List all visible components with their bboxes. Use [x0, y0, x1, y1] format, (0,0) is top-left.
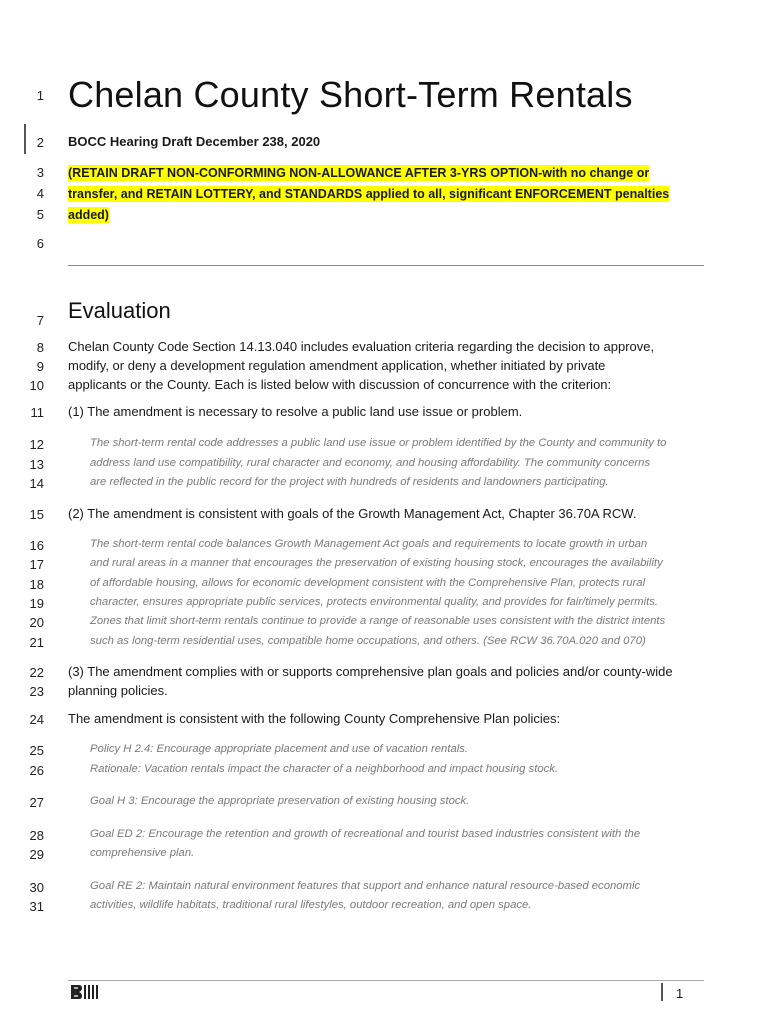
policy-line: Goal H 3: Encourage the appropriate preservation of existing housing stock.	[90, 795, 470, 807]
policy-line: Goal ED 2: Encourage the retention and growth of recreational and tourist based industries consistent with the	[90, 828, 641, 840]
line-number: 3	[36, 165, 44, 180]
line-number: 16	[29, 538, 44, 553]
line-number: 30	[29, 880, 44, 895]
policy-line: Goal RE 2: Maintain natural environment features that support and enhance natural resource-based economic	[90, 880, 641, 892]
line-number: 24	[29, 712, 44, 727]
line-number: 1	[36, 88, 44, 103]
policy-line: comprehensive plan.	[90, 847, 195, 859]
line-number: 31	[29, 899, 44, 914]
policy-line: activities, wildlife habitats, traditional rural lifestyles, outdoor recreation, and open space.	[90, 899, 532, 911]
paragraph-line: modify, or deny a development regulation amendment application, whether initiated by private	[68, 358, 606, 373]
highlight-line	[68, 206, 109, 224]
note-line: The short-term rental code addresses a public land use issue or problem identified by the County and community to	[90, 437, 667, 449]
criterion-3-cont: planning policies.	[68, 683, 168, 698]
document-subtitle: BOCC Hearing Draft December 238, 2020	[68, 134, 321, 149]
line-number: 11	[30, 405, 44, 420]
highlight-text: transfer, and RETAIN LOTTERY, and STANDARDS applied to all, significant ENFORCEMENT penalties	[68, 187, 670, 201]
line-number: 19	[29, 596, 44, 611]
line-number: 7	[36, 313, 44, 328]
line-number: 25	[29, 743, 44, 758]
line-number: 6	[36, 236, 44, 251]
line-number: 2	[36, 135, 44, 150]
line-number: 15	[29, 507, 44, 522]
criterion-3: (3) The amendment complies with or supports comprehensive plan goals and policies and/or county-wide	[68, 664, 673, 679]
line-number: 10	[29, 378, 44, 393]
line-number: 17	[29, 557, 44, 572]
policy-line: Rationale: Vacation rentals impact the character of a neighborhood and impact housing stock.	[90, 763, 559, 775]
note-line: such as long-term residential uses, compatible home occupations, and others. (See RCW 36.70A.020 and 070)	[90, 635, 646, 647]
line-number: 22	[29, 665, 44, 680]
policies-intro: The amendment is consistent with the following County Comprehensive Plan policies:	[68, 711, 561, 726]
highlight-text: added)	[68, 208, 109, 222]
note-line: address land use compatibility, rural character and economy, and housing affordability. The community concerns	[90, 457, 651, 469]
line-number: 27	[29, 795, 44, 810]
line-number: 9	[36, 359, 44, 374]
line-number: 20	[29, 615, 44, 630]
line-number: 8	[36, 340, 44, 355]
line-number: 5	[36, 207, 44, 222]
document-title: Chelan County Short-Term Rentals	[68, 74, 633, 115]
line-number: 13	[29, 457, 44, 472]
note-line: of affordable housing, allows for economic development consistent with the Comprehensive Plan, protects rural	[90, 577, 646, 589]
footer-rule	[68, 980, 704, 981]
line-number: 23	[29, 684, 44, 699]
note-line: Zones that limit short-term rentals continue to provide a range of reasonable uses consistent with the district intents	[90, 615, 666, 627]
line-number: 21	[29, 635, 44, 650]
highlight-text: (RETAIN DRAFT NON-CONFORMING NON-ALLOWANCE AFTER 3-YRS OPTION-with no change or	[68, 166, 650, 180]
line-number: 26	[29, 763, 44, 778]
change-bar	[24, 124, 26, 154]
paragraph-line: applicants or the County. Each is listed below with discussion of concurrence with the criterion:	[68, 377, 612, 392]
note-line: are reflected in the public record for the project with hundreds of residents and landowners participating.	[90, 476, 609, 488]
line-number: 28	[29, 828, 44, 843]
page-number: 1	[676, 986, 684, 1001]
note-line: and rural areas in a manner that encourages the preservation of existing housing stock, encourages the availability	[90, 557, 663, 569]
line-number: 14	[29, 476, 44, 491]
criterion-1: (1) The amendment is necessary to resolve a public land use issue or problem.	[68, 404, 523, 419]
highlight-line	[68, 185, 669, 203]
paragraph-line: Chelan County Code Section 14.13.040 includes evaluation criteria regarding the decision to approve,	[68, 339, 655, 354]
policy-line: Policy H 2.4: Encourage appropriate placement and use of vacation rentals.	[90, 743, 469, 755]
highlight-line	[68, 164, 649, 182]
criterion-2: (2) The amendment is consistent with goals of the Growth Management Act, Chapter 36.70A RCW.	[68, 506, 637, 521]
line-number: 4	[36, 186, 44, 201]
page-number-bar	[661, 983, 663, 1001]
county-logo-icon	[70, 983, 100, 1001]
line-number: 29	[29, 847, 44, 862]
section-heading: Evaluation	[68, 298, 171, 323]
note-line: character, ensures appropriate public services, protects environmental quality, and provides for fair/timely permits.	[90, 596, 659, 608]
line-number: 18	[29, 577, 44, 592]
section-divider	[68, 265, 704, 266]
note-line: The short-term rental code balances Growth Management Act goals and requirements to locate growth in urban	[90, 538, 648, 550]
line-number: 12	[29, 437, 44, 452]
